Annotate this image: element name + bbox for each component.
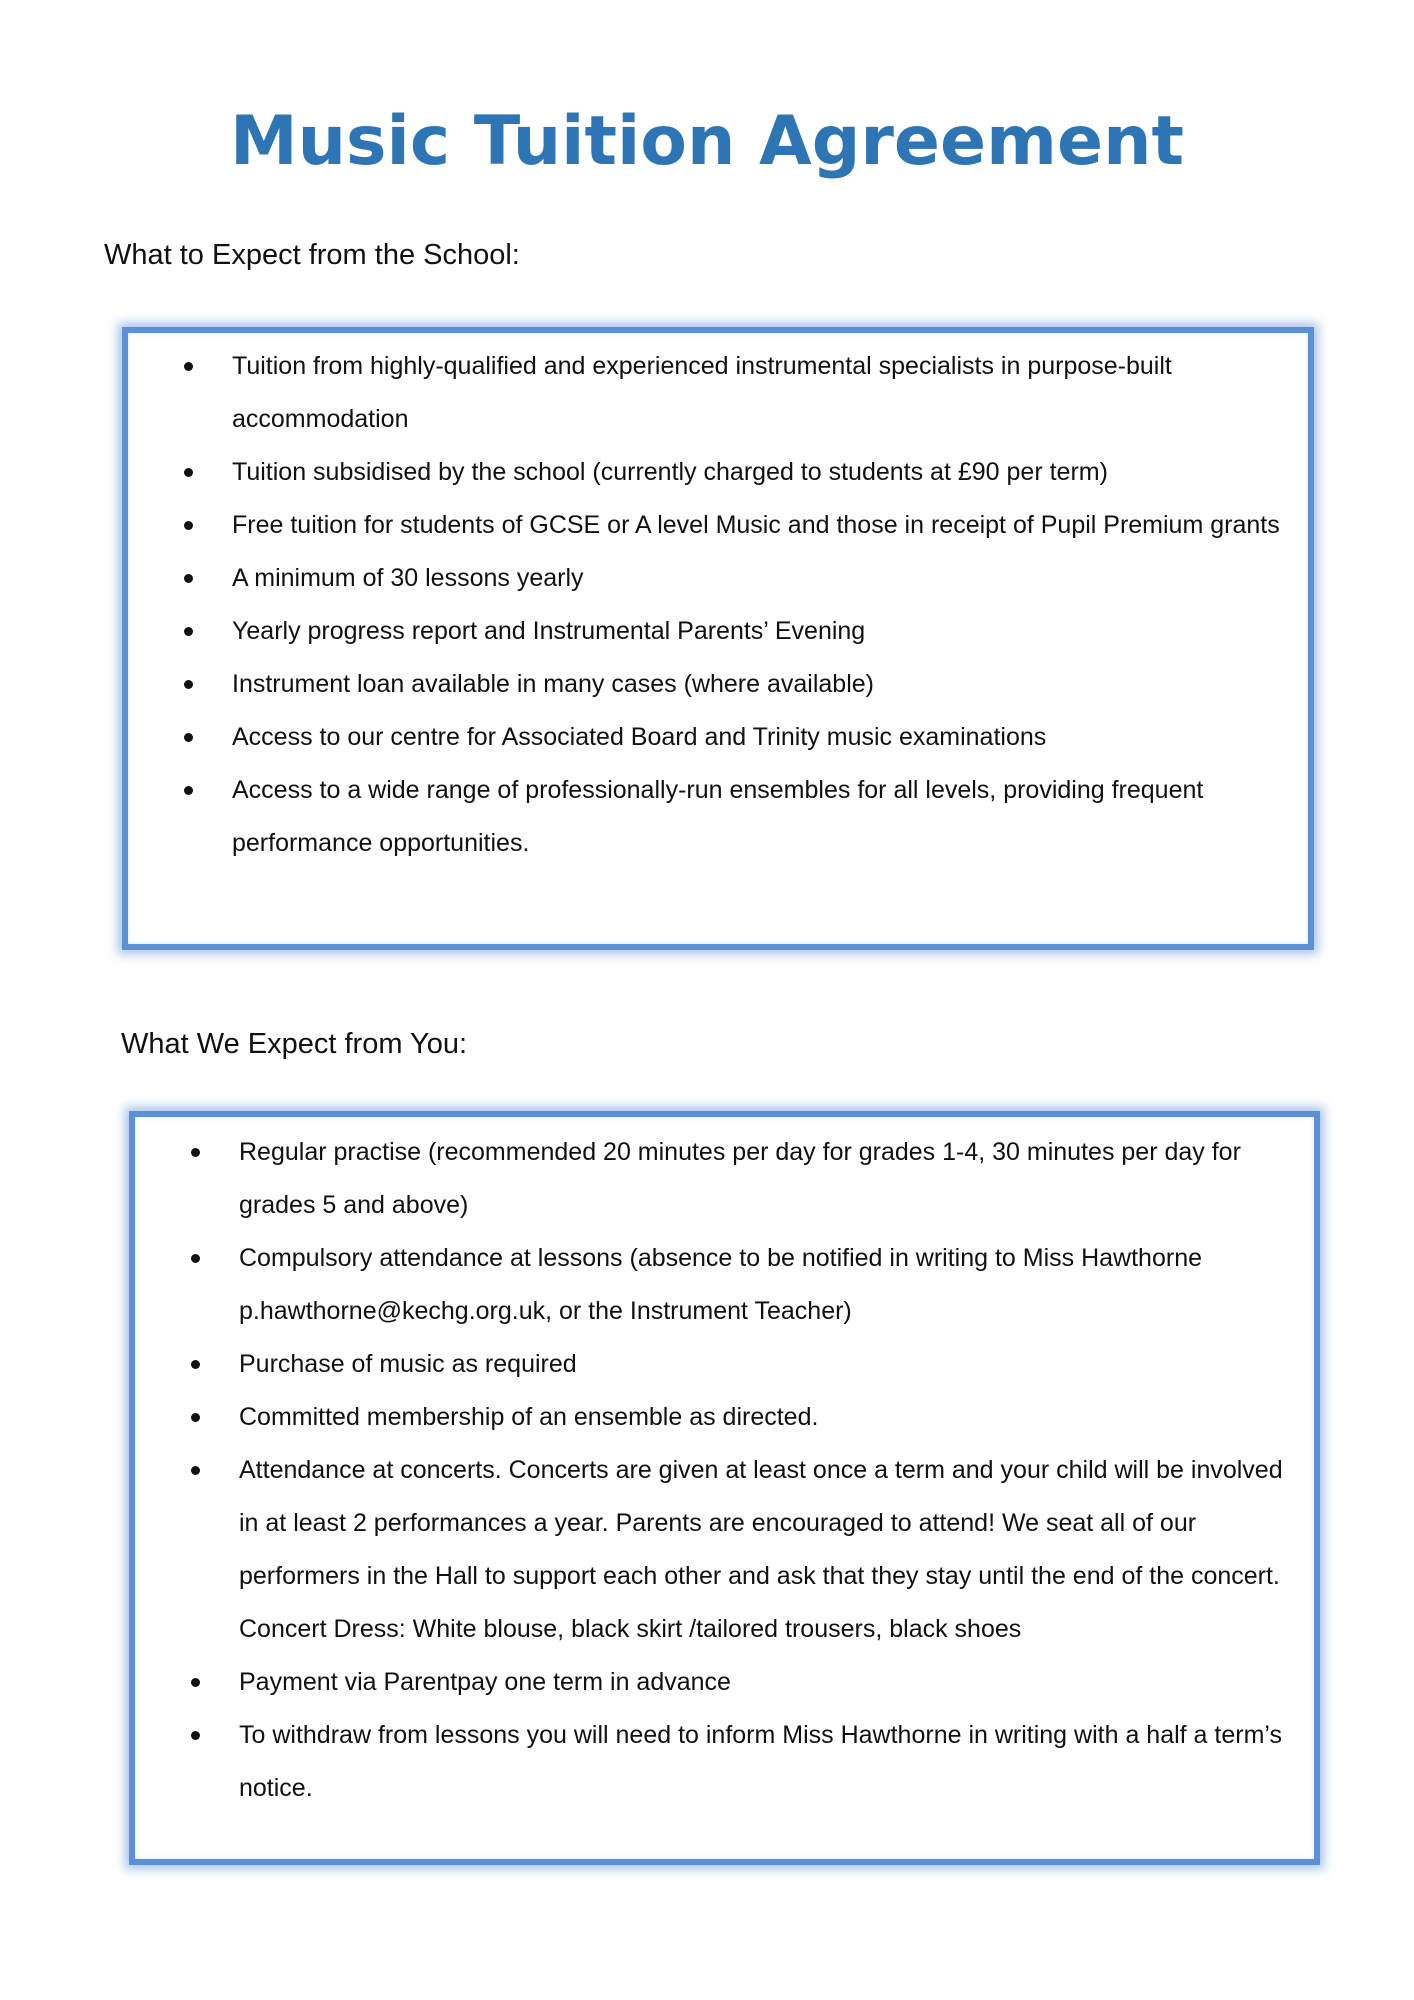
list-item-text: Access to a wide range of professionally-run ensembles for all levels, providing frequent performance opportunities.: [232, 776, 1204, 857]
list-item: [191, 1391, 1291, 1444]
list-item-text: Yearly progress report and Instrumental Parents’ Evening: [232, 617, 866, 645]
list-item: [184, 605, 1284, 658]
list-item: [184, 711, 1284, 764]
list-item-text: Tuition subsidised by the school (currently charged to students at £90 per term): [232, 458, 1108, 486]
list-item-text: Tuition from highly-qualified and experienced instrumental specialists in purpose-built accommodation: [232, 352, 1172, 433]
bullet-icon: [191, 1360, 200, 1369]
list-item-text: Instrument loan available in many cases (where available): [232, 670, 874, 698]
list-item-text: Free tuition for students of GCSE or A level Music and those in receipt of Pupil Premium grants: [232, 511, 1280, 539]
list-item-text: A minimum of 30 lessons yearly: [232, 564, 584, 592]
school-expectations-heading: What to Expect from the School:: [104, 239, 520, 271]
list-item: [184, 340, 1284, 446]
list-item: [184, 446, 1284, 499]
page-title: Music Tuition Agreement: [229, 102, 1185, 181]
list-item-text: Access to our centre for Associated Board and Trinity music examinations: [232, 723, 1047, 751]
bullet-icon: [184, 521, 193, 530]
bullet-icon: [191, 1413, 200, 1422]
list-item-text: Payment via Parentpay one term in advance: [239, 1668, 731, 1696]
school-expectations-box: [122, 327, 1314, 950]
list-item: [184, 764, 1284, 870]
bullet-icon: [184, 362, 193, 371]
bullet-icon: [184, 786, 193, 795]
bullet-icon: [184, 574, 193, 583]
school-expectations-list: [184, 340, 1284, 870]
list-item-text: Purchase of music as required: [239, 1350, 577, 1378]
list-item: [191, 1656, 1291, 1709]
bullet-icon: [191, 1731, 200, 1740]
bullet-icon: [184, 468, 193, 477]
list-item: [191, 1338, 1291, 1391]
list-item: [191, 1444, 1291, 1656]
list-item-text: Regular practise (recommended 20 minutes per day for grades 1-4, 30 minutes per day for grades 5 and above): [239, 1138, 1241, 1219]
bullet-icon: [191, 1678, 200, 1687]
student-expectations-heading: What We Expect from You:: [121, 1028, 468, 1060]
bullet-icon: [191, 1254, 200, 1263]
list-item-text: Committed membership of an ensemble as directed.: [239, 1403, 819, 1431]
list-item: [184, 552, 1284, 605]
list-item: [184, 499, 1284, 552]
list-item: [191, 1126, 1291, 1232]
list-item-text: Compulsory attendance at lessons (absence to be notified in writing to Miss Hawthorne p.hawthorne@kechg.org.uk, or the Instrument Teacher): [239, 1244, 1203, 1325]
bullet-icon: [191, 1466, 200, 1475]
list-item: [191, 1709, 1291, 1815]
student-expectations-box: [129, 1111, 1320, 1865]
list-item: [191, 1232, 1291, 1338]
bullet-icon: [184, 627, 193, 636]
bullet-icon: [184, 680, 193, 689]
list-item-text: Attendance at concerts. Concerts are given at least once a term and your child will be involved in at least 2 performances a year. Parents are encouraged to attend! We seat all of our performers in the Hall to support each other and ask that they stay until the end of the concert. Concert Dress: White blouse, black skirt /tailored trousers, black shoes: [239, 1456, 1283, 1643]
list-item: [184, 658, 1284, 711]
list-item-text: To withdraw from lessons you will need to inform Miss Hawthorne in writing with a half a term’s notice.: [239, 1721, 1282, 1802]
student-expectations-list: [191, 1126, 1291, 1815]
bullet-icon: [191, 1148, 200, 1157]
bullet-icon: [184, 733, 193, 742]
